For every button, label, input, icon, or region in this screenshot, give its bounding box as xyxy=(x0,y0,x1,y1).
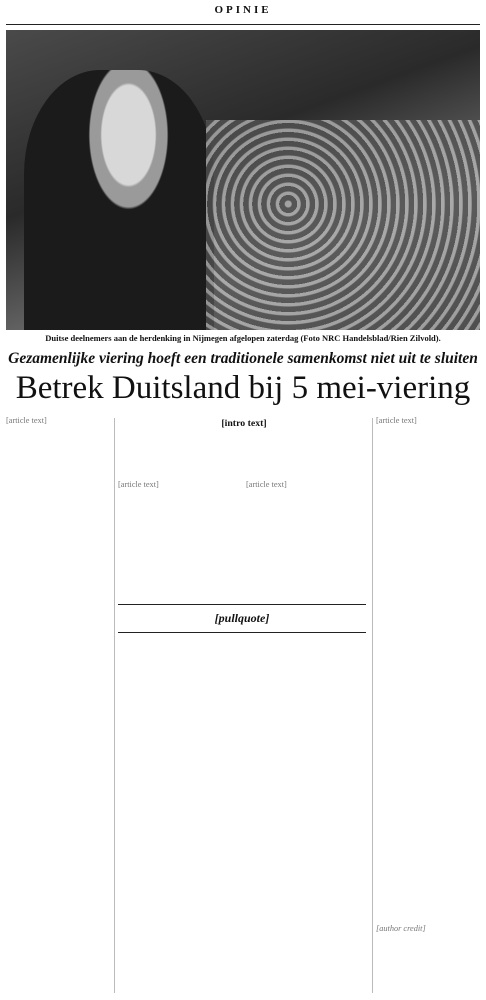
portrait-figure xyxy=(24,70,214,330)
crowd-area xyxy=(206,120,480,330)
article-column-1 xyxy=(6,416,112,430)
paragraph: [article text] xyxy=(246,480,287,489)
headline: Betrek Duitsland bij 5 mei-viering xyxy=(15,370,471,406)
section-title: OPINIE xyxy=(214,4,272,16)
paragraph: [article text] xyxy=(6,416,47,425)
column-divider xyxy=(372,418,373,993)
article-column-2 xyxy=(118,480,238,494)
top-rule xyxy=(6,24,480,25)
paragraph: [article text] xyxy=(376,416,417,425)
pullquote: [pullquote] xyxy=(118,604,366,633)
kicker: Gezamenlijke viering hoeft een traditionele samenkomst niet uit te sluiten xyxy=(8,350,478,367)
photo-caption: Duitse deelnemers aan de herdenking in Nijmegen afgelopen zaterdag (Foto NRC Handelsblad/Rien Zilvold). xyxy=(45,333,441,343)
article-column-4 xyxy=(376,416,480,430)
paragraph: [article text] xyxy=(118,480,159,489)
column-divider xyxy=(114,418,115,993)
article-column-3 xyxy=(246,480,366,494)
byline: [author credit] xyxy=(376,924,426,933)
intro: [intro text] xyxy=(221,418,267,429)
lead-photo xyxy=(6,30,480,330)
